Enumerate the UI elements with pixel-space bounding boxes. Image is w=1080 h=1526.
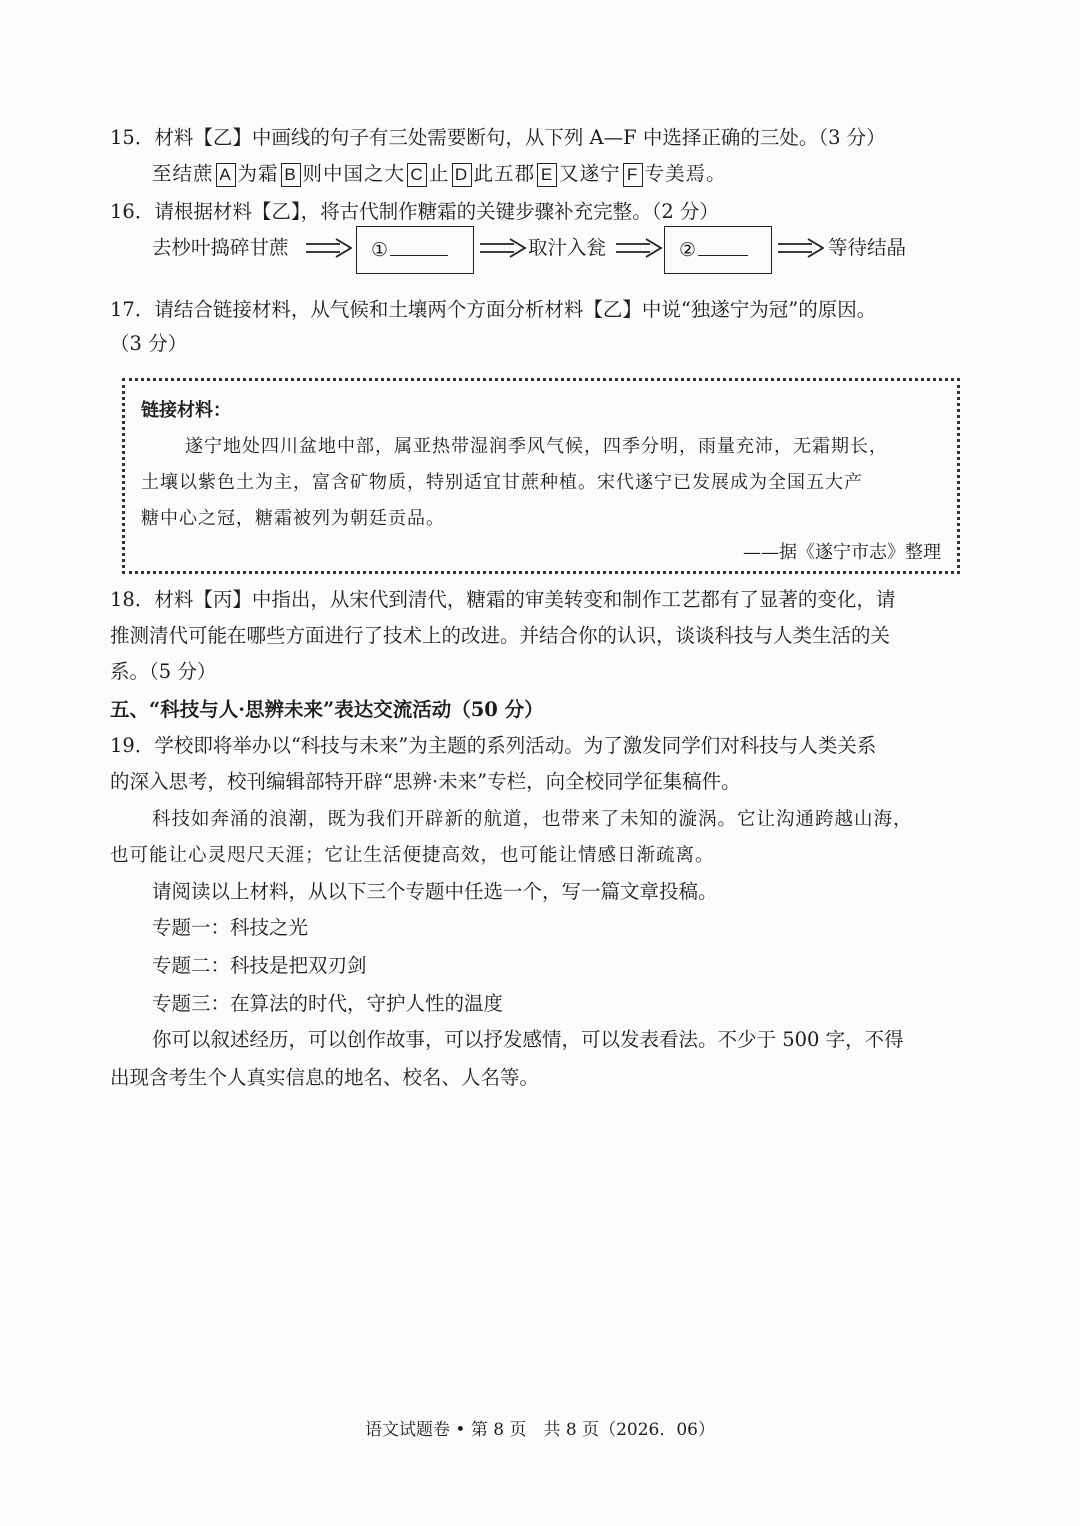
option-box-e: E [537,163,557,187]
question-18-line-2: 推测清代可能在哪些方面进行了技术上的改进。并结合你的认识，谈谈科技与人类生活的关 [110,624,891,647]
flow-step-crystallize: 等待结晶 [828,236,907,259]
flow-blank-2[interactable] [664,226,772,274]
answer-blank [390,239,448,256]
question-19-requirement: 你可以叙述经历，可以创作故事，可以抒发感情，可以发表看法。不少于 500 字，不得 [152,1028,904,1051]
question-17: 17．请结合链接材料，从气候和土壤两个方面分析材料【乙】中说“独遂宁为冠”的原因。 [110,298,877,321]
double-arrow-icon [778,238,824,258]
topic-1: 专题一：科技之光 [152,916,309,939]
link-material-box [122,378,960,574]
sentence-segment: 则中国之大 [302,162,406,185]
option-box-a: A [216,163,236,187]
link-material-line: 土壤以紫色土为主，富含矿物质，特别适宜甘蔗种植。宋代遂宁已发展成为全国五大产 [141,472,863,493]
question-18-line-3: 系。（5 分） [110,660,217,683]
section-5-title: 五、“科技与人·思辨未来”表达交流活动（50 分） [110,698,544,721]
double-arrow-icon [480,238,526,258]
sentence-segment: 为霜 [237,162,279,185]
link-material-line: 糖中心之冠，糖霜被列为朝廷贡品。 [141,508,445,529]
question-19-line-2: 的深入思考，校刊编辑部特开辟“思辨·未来”专栏，向全校同学征集稿件。 [110,770,741,793]
double-arrow-icon [616,238,662,258]
option-box-f: F [623,163,643,187]
answer-blank [698,239,748,256]
flow-step-juice-to-urn: 取汁入瓮 [528,236,607,259]
double-arrow-icon [306,238,352,258]
link-material-line: 遂宁地处四川盆地中部，属亚热带湿润季风气候，四季分明，雨量充沛，无霜期长， [185,436,888,457]
question-15-sentence [152,160,727,188]
question-16: 16．请根据材料【乙】，将古代制作糖霜的关键步骤补充完整。（2 分） [110,200,719,223]
question-18: 18．材料【丙】中指出，从宋代到清代，糖霜的审美转变和制作工艺都有了显著的变化，请 [110,588,896,611]
flow-step-crush-cane: 去杪叶捣碎甘蔗 [152,236,289,259]
link-material-source: ——据《遂宁市志》整理 [743,542,941,563]
sentence-segment: 至结蔗 [152,162,214,185]
topic-3: 专题三：在算法的时代，守护人性的温度 [152,992,504,1015]
question-19: 19．学校即将举办以“科技与未来”为主题的系列活动。为了激发同学们对科技与人类关系 [110,734,877,757]
question-17-score: （3 分） [110,332,188,355]
blank-1-marker: ① [371,239,389,261]
option-box-b: B [281,163,301,187]
page-footer: 语文试题卷 • 第 8 页 共 8 页（2026．06） [365,1420,715,1440]
sentence-segment: 专美焉。 [644,162,727,185]
link-material-title: 链接材料： [141,400,231,421]
topic-2: 专题二：科技是把双刃剑 [152,954,367,977]
sentence-segment: 又遂宁 [559,162,621,185]
flow-blank-1[interactable] [356,226,474,274]
option-box-c: C [407,163,427,187]
question-19-requirement-line-2: 出现含考生个人真实信息的地名、校名、人名等。 [110,1066,540,1089]
blank-2-marker: ② [679,239,697,261]
question-15: 15．材料【乙】中画线的句子有三处需要断句，从下列 A—F 中选择正确的三处。（3 分） [110,126,886,149]
sentence-segment: 止 [429,162,450,185]
question-19-material-line-2: 也可能让心灵咫尺天涯；它让生活便捷高效，也可能让情感日渐疏离。 [110,845,715,866]
question-19-material: 科技如奔涌的浪潮，既为我们开辟新的航道，也带来了未知的漩涡。它让沟通跨越山海， [152,809,913,830]
sentence-segment: 此五郡 [473,162,536,185]
question-19-instruction: 请阅读以上材料，从以下三个专题中任选一个，写一篇文章投稿。 [152,880,718,903]
option-box-d: D [452,163,472,187]
